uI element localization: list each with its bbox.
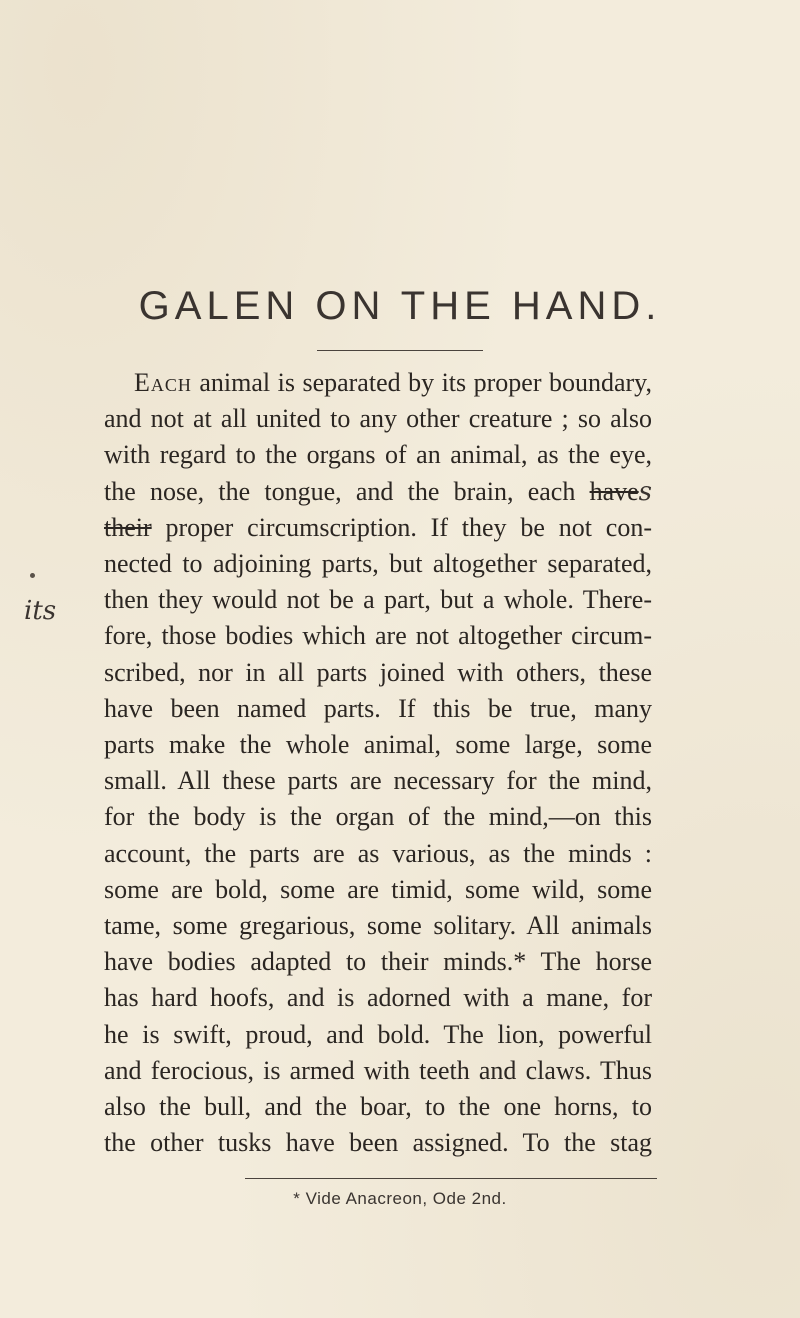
body-line: scribed, nor in all parts joined with others, these <box>104 657 652 687</box>
margin-mark <box>30 573 35 578</box>
body-line: also the bull, and the boar, to the one horns, to <box>104 1092 652 1122</box>
body-paragraph <box>104 365 652 1161</box>
body-line-lead: Each <box>134 368 192 397</box>
body-line-text: proper circumscription. If they be not con- <box>151 512 652 542</box>
handwritten-correction: s <box>638 476 652 507</box>
footnote-rule <box>245 1178 657 1179</box>
body-line: small. All these parts are necessary for the mind, <box>104 766 652 796</box>
body-line: fore, those bodies which are not altogether circum- <box>104 621 652 651</box>
margin-annotation: its <box>24 596 57 626</box>
body-line: for the body is the organ of the mind,—on this <box>104 802 652 832</box>
struck-word: have <box>589 476 639 506</box>
body-line: has hard hoofs, and is adorned with a mane, for <box>104 983 652 1013</box>
body-line <box>104 474 652 510</box>
body-line: have bodies adapted to their minds.* The horse <box>104 947 652 977</box>
body-line: account, the parts are as various, as the minds : <box>104 838 652 868</box>
body-line: have been named parts. If this be true, many <box>104 693 652 723</box>
body-line <box>104 365 652 401</box>
body-line-text: animal is separated by its proper boundary, <box>191 368 652 397</box>
struck-word: their <box>104 512 152 542</box>
body-line <box>104 510 652 546</box>
page-title: GALEN ON THE HAND. <box>138 284 662 328</box>
body-line: tame, some gregarious, some solitary. All animals <box>104 911 652 941</box>
body-line: the other tusks have been assigned. To the stag <box>104 1128 652 1158</box>
body-line: parts make the whole animal, some large, some <box>104 730 652 760</box>
body-line: and not at all united to any other creature ; so also <box>104 404 652 434</box>
footnote: * Vide Anacreon, Ode 2nd. <box>293 1189 507 1208</box>
body-line: some are bold, some are timid, some wild, some <box>104 874 652 904</box>
body-line-text: the nose, the tongue, and the brain, each <box>104 476 590 506</box>
body-line: he is swift, proud, and bold. The lion, powerful <box>104 1019 652 1049</box>
body-line: then they would not be a part, but a whole. There- <box>104 585 652 615</box>
body-line: with regard to the organs of an animal, as the eye, <box>104 440 652 470</box>
body-line: and ferocious, is armed with teeth and claws. Thus <box>104 1055 652 1085</box>
title-rule <box>317 350 483 351</box>
body-line: nected to adjoining parts, but altogether separated, <box>104 549 652 579</box>
